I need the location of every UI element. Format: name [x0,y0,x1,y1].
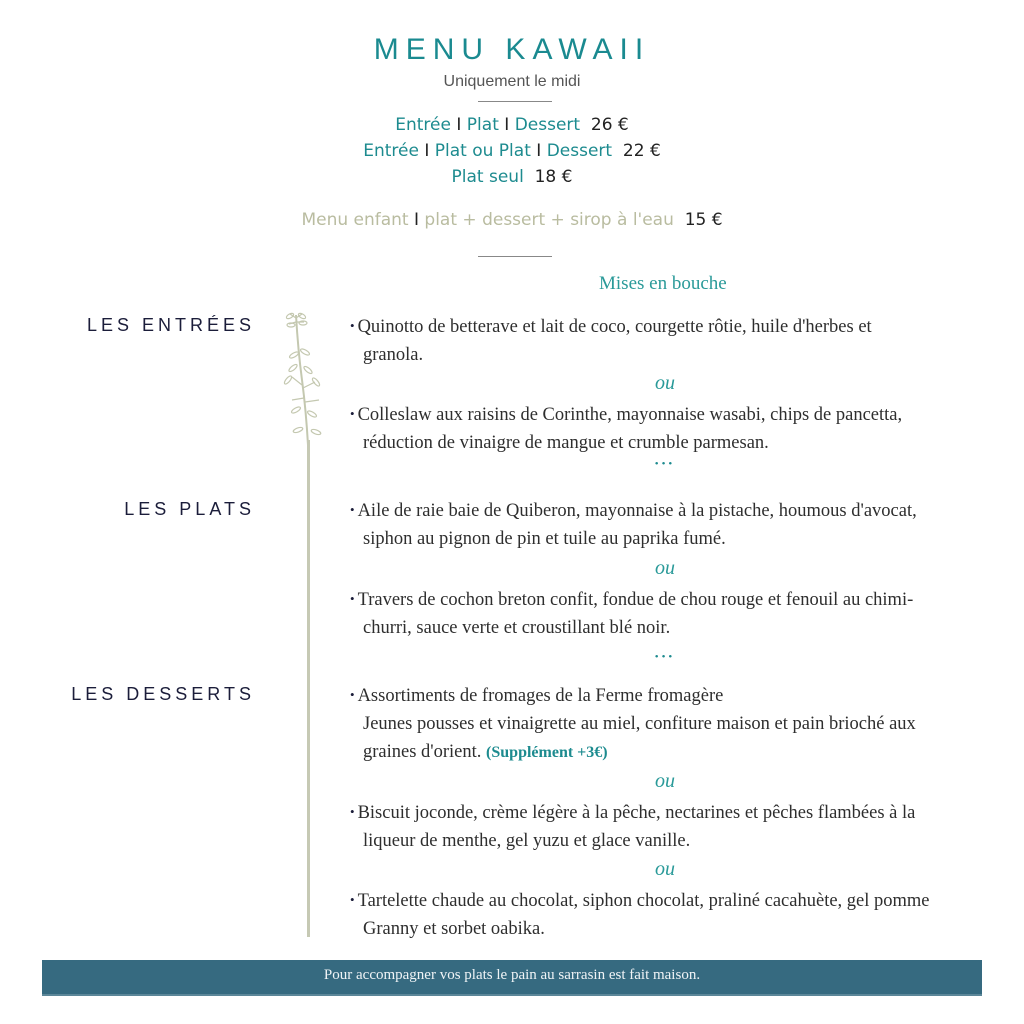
kids-menu-content: plat + dessert + sirop à l'eau [424,210,674,230]
menu-item [350,681,980,767]
kids-menu-line [0,210,1024,230]
bullet-icon: • [350,406,355,421]
separator: I [504,115,510,135]
item-text: Aile de raie baie de Quiberon, mayonnaise à la pistache, houmous d'avocat, [357,501,917,521]
bullet-icon: • [350,502,355,517]
divider-top [478,101,552,102]
bullet-icon: • [350,892,355,907]
item-text: réduction de vinaigre de mangue et crumble parmesan. [363,433,769,453]
separator: I [414,210,420,230]
item-text: Travers de cochon breton confit, fondue de chou rouge et fenouil au chimi- [357,590,914,610]
formula-part: Plat seul [451,167,524,187]
section-label-desserts: LES DESSERTS [71,684,255,704]
or-separator: ou [655,858,675,880]
item-text: graines d'orient. [363,742,482,762]
item-text: Granny et sorbet oabika. [363,919,545,939]
or-separator: ou [655,770,675,792]
formula-line-3 [0,167,1024,187]
section-label-entrees: LES ENTRÉES [86,315,255,335]
separator: I [536,141,542,161]
herb-stem [307,440,310,937]
formula-part: Entrée [363,141,419,161]
menu-title: MENU KAWAII [373,33,651,66]
menu-item [350,886,980,943]
menu-item [350,400,980,457]
formula-line-1 [0,115,1024,135]
formula-price: 18 € [534,167,573,187]
formula-price: 26 € [590,115,629,135]
bullet-icon: • [350,318,355,333]
item-text: Jeunes pousses et vinaigrette au miel, confiture maison et pain brioché aux [363,714,916,734]
menu-item [350,496,980,553]
item-text: siphon au pignon de pin et tuile au paprika fumé. [363,529,726,549]
or-separator: ou [655,372,675,394]
footer-note: Pour accompagner vos plats le pain au sarrasin est fait maison. [42,960,982,996]
item-text: liqueur de menthe, gel yuzu et glace vanille. [363,831,691,851]
bullet-icon: • [350,804,355,819]
formula-price: 22 € [622,141,661,161]
formula-part: Plat ou Plat [434,141,531,161]
formula-part: Plat [466,115,499,135]
formula-part: Entrée [395,115,451,135]
item-text: Tartelette chaude au chocolat, siphon chocolat, praliné cacahuète, gel pomme [357,891,930,911]
separator: I [424,141,430,161]
section-label-plats: LES PLATS [124,499,255,519]
section-dots: ••• [654,651,676,663]
divider-middle [478,256,552,257]
item-text: granola. [363,345,424,365]
kids-menu-price: 15 € [684,210,723,230]
section-dots: ••• [654,458,676,470]
item-text: Assortiments de fromages de la Ferme fromagère [357,686,724,706]
menu-subtitle: Uniquement le midi [443,73,581,90]
item-text: Quinotto de betterave et lait de coco, courgette rôtie, huile d'herbes et [357,317,872,337]
menu-item [350,312,980,369]
formula-line-2 [0,141,1024,161]
mises-en-bouche: Mises en bouche [599,273,727,294]
bullet-icon: • [350,687,355,702]
separator: I [456,115,462,135]
or-separator: ou [655,557,675,579]
bullet-icon: • [350,591,355,606]
item-text: churri, sauce verte et croustillant blé noir. [363,618,671,638]
menu-item [350,585,980,642]
supplement-badge: (Supplément +3€) [486,744,608,761]
formula-part: Dessert [514,115,581,135]
item-text: Biscuit joconde, crème légère à la pêche, nectarines et pêches flambées à la [357,803,916,823]
formula-part: Dessert [546,141,613,161]
menu-item [350,798,980,855]
kids-menu-label: Menu enfant [301,210,409,230]
herb-sprig-icon [278,310,328,445]
item-text: Colleslaw aux raisins de Corinthe, mayonnaise wasabi, chips de pancetta, [357,405,903,425]
